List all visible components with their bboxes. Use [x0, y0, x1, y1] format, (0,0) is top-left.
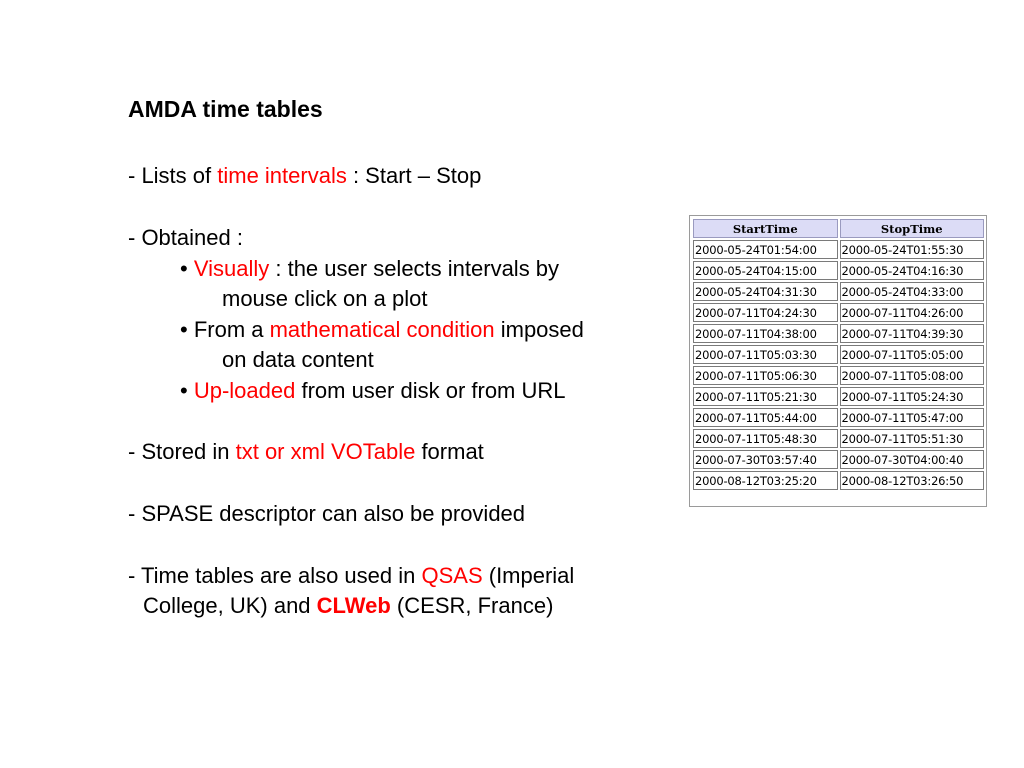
- bullet-spase: [128, 499, 525, 529]
- bullet-obtained: [128, 223, 243, 253]
- text: - Lists of: [128, 163, 218, 188]
- stop-time-cell: 2000-07-11T05:24:30: [840, 387, 985, 406]
- sub-bullet-math-condition-cont: [222, 345, 374, 375]
- bullet-time-tables-used: [128, 561, 574, 591]
- highlight-qsas: QSAS: [421, 563, 483, 588]
- highlight-up-loaded: Up-loaded: [193, 378, 296, 403]
- text: - Obtained :: [128, 225, 243, 250]
- table-row: [693, 471, 984, 490]
- table-row: [693, 366, 984, 385]
- table-row: [693, 324, 984, 343]
- text: from user disk or from URL: [295, 378, 566, 403]
- start-time-cell: 2000-07-11T05:06:30: [693, 366, 838, 385]
- start-time-cell: 2000-05-24T04:31:30: [693, 282, 838, 301]
- stop-time-cell: 2000-05-24T04:16:30: [840, 261, 985, 280]
- text: (Imperial: [482, 563, 575, 588]
- bullet-stored-in: [128, 437, 484, 467]
- start-time-cell: 2000-07-11T05:48:30: [693, 429, 838, 448]
- text: on data content: [222, 347, 374, 372]
- start-time-cell: 2000-08-12T03:25:20: [693, 471, 838, 490]
- column-header-stoptime: StopTime: [840, 219, 985, 238]
- slide-title: AMDA time tables: [128, 96, 323, 122]
- stop-time-cell: 2000-07-11T05:05:00: [840, 345, 985, 364]
- stop-time-cell: 2000-05-24T04:33:00: [840, 282, 985, 301]
- table-row: [693, 282, 984, 301]
- sub-bullet-visually: [180, 254, 559, 284]
- text: format: [415, 439, 484, 464]
- text: mouse click on a plot: [222, 286, 428, 311]
- stop-time-cell: 2000-07-11T05:08:00: [840, 366, 985, 385]
- text: College, UK) and: [143, 593, 317, 618]
- start-time-cell: 2000-07-30T03:57:40: [693, 450, 838, 469]
- text: : the user selects intervals by: [269, 256, 560, 281]
- text: •: [180, 378, 194, 403]
- table-row: [693, 429, 984, 448]
- text: (CESR, France): [390, 593, 554, 618]
- highlight-mathematical-condition: mathematical condition: [269, 317, 495, 342]
- stop-time-cell: 2000-07-11T05:47:00: [840, 408, 985, 427]
- table-header-row: [693, 219, 984, 238]
- table-row: [693, 303, 984, 322]
- table-row: [693, 345, 984, 364]
- start-time-cell: 2000-07-11T05:44:00: [693, 408, 838, 427]
- text: - SPASE descriptor can also be provided: [128, 501, 526, 526]
- highlight-visually: Visually: [193, 256, 270, 281]
- highlight-time-intervals: time intervals: [217, 163, 347, 188]
- table-row: [693, 240, 984, 259]
- bullet-time-tables-used-cont: [143, 591, 553, 621]
- table-row: [693, 450, 984, 469]
- stop-time-cell: 2000-07-11T04:26:00: [840, 303, 985, 322]
- time-table-screenshot: [689, 215, 987, 507]
- stop-time-cell: 2000-07-11T05:51:30: [840, 429, 985, 448]
- stop-time-cell: 2000-05-24T01:55:30: [840, 240, 985, 259]
- start-time-cell: 2000-07-11T05:21:30: [693, 387, 838, 406]
- text: - Stored in: [128, 439, 236, 464]
- highlight-votable: txt or xml VOTable: [235, 439, 416, 464]
- sub-bullet-uploaded: [180, 376, 566, 406]
- text: : Start – Stop: [346, 163, 482, 188]
- text: imposed: [494, 317, 584, 342]
- sub-bullet-visually-cont: [222, 284, 427, 314]
- table-row: [693, 408, 984, 427]
- start-time-cell: 2000-07-11T04:24:30: [693, 303, 838, 322]
- table-row: [693, 261, 984, 280]
- sub-bullet-math-condition: [180, 315, 584, 345]
- text: • From a: [180, 317, 270, 342]
- stop-time-cell: 2000-07-30T04:00:40: [840, 450, 985, 469]
- stop-time-cell: 2000-08-12T03:26:50: [840, 471, 985, 490]
- start-time-cell: 2000-05-24T01:54:00: [693, 240, 838, 259]
- start-time-cell: 2000-07-11T04:38:00: [693, 324, 838, 343]
- stop-time-cell: 2000-07-11T04:39:30: [840, 324, 985, 343]
- start-time-cell: 2000-05-24T04:15:00: [693, 261, 838, 280]
- text: - Time tables are also used in: [128, 563, 422, 588]
- column-header-starttime: StartTime: [693, 219, 838, 238]
- table-row: [693, 387, 984, 406]
- highlight-clweb: CLWeb: [316, 593, 391, 618]
- start-time-cell: 2000-07-11T05:03:30: [693, 345, 838, 364]
- text: •: [180, 256, 194, 281]
- time-table: [691, 217, 986, 492]
- bullet-lists-of-intervals: [128, 161, 481, 191]
